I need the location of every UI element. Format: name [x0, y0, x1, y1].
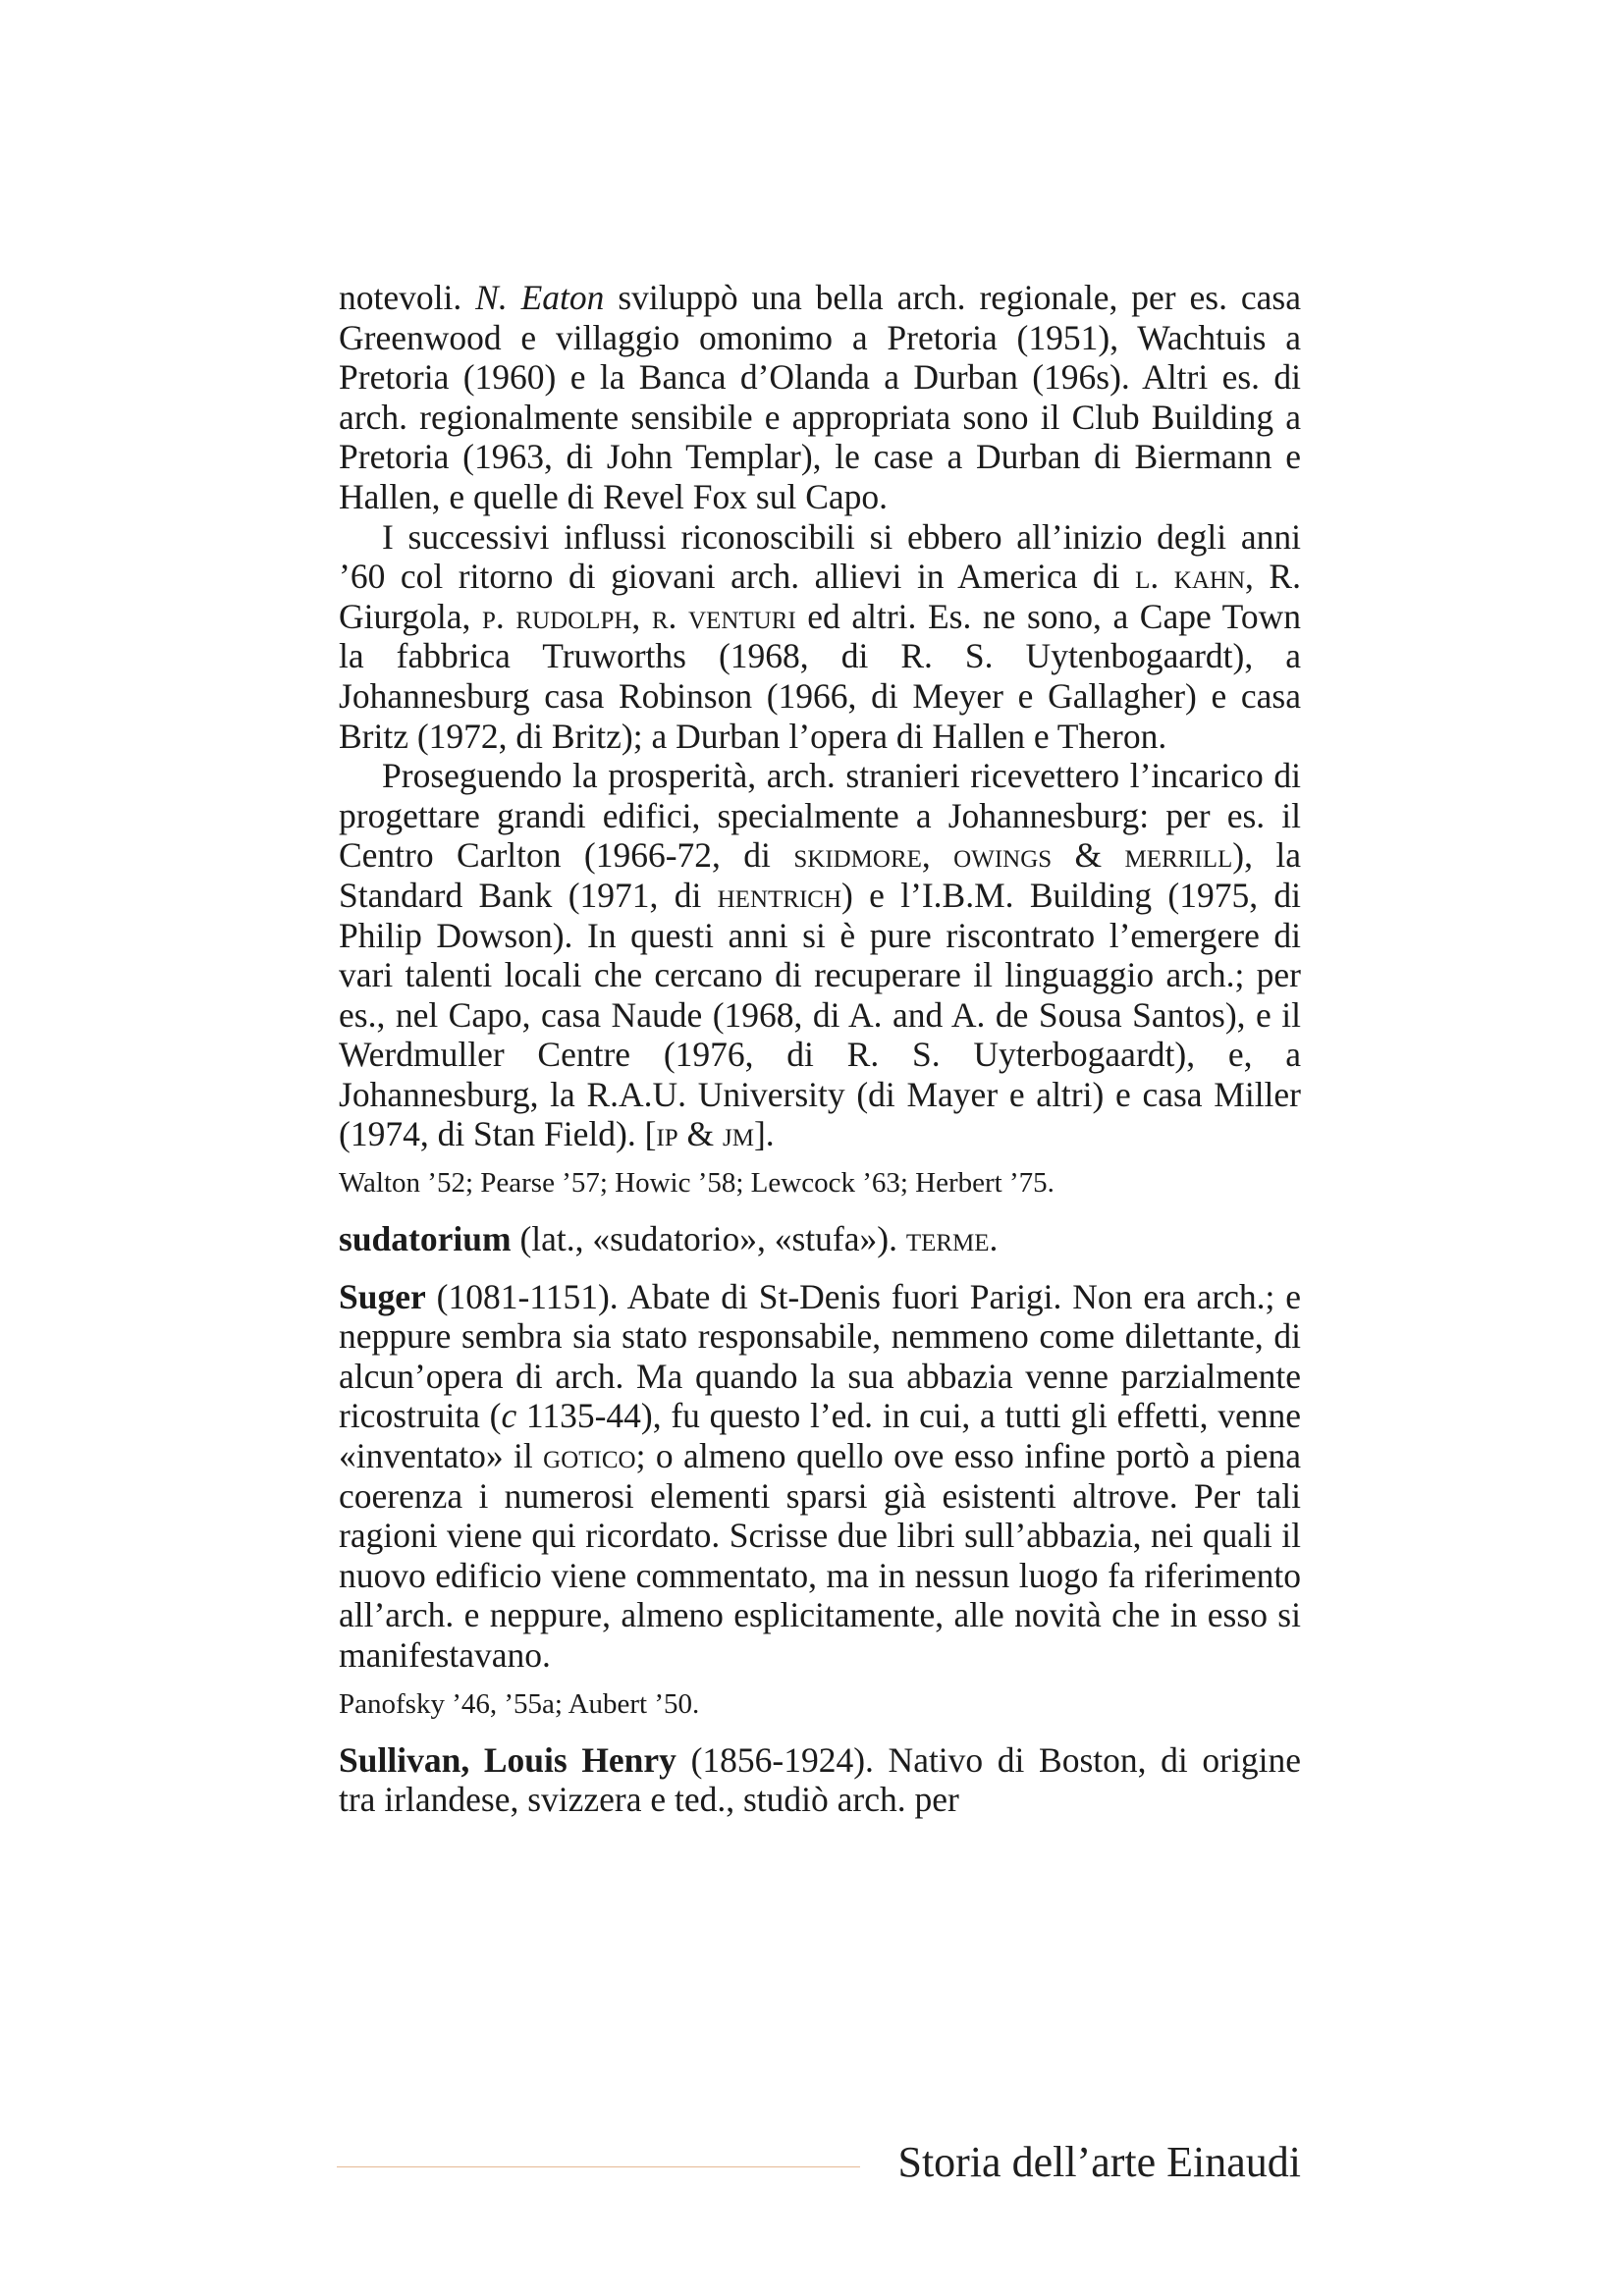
entry-headword: Suger: [339, 1276, 426, 1316]
text-run: sviluppò una bella arch. regionale, per es. casa Greenwood e villaggio omonimo a Pretoria (1951), Wachtuis a Pretoria (1960) e la Banca d’Olanda a Durban (196s). Altri es. di arch. regionalmente sensibile e appropriata sono il Club Building a Pretoria (1963, di John Templar), le case a Durban di Biermann e Hallen, e quelle di Revel Fox sul Capo.: [339, 278, 1301, 516]
text-run: ; o almeno quello ove esso infine portò a piena coerenza i numerosi elementi sparsi già esistenti altrove. Per tali ragioni viene qui ricordato. Scrisse due libri sull’abbazia, nei quali il nuovo edificio viene commentato, ma in nessun luogo fa riferimento all’arch. e neppure, almeno esplicitamente, alle novità che in esso si manifestavano.: [339, 1436, 1301, 1675]
footer-divider: [337, 2166, 860, 2167]
text-run: Proseguendo la prosperità, arch. stranieri ricevettero l’incarico di progettare grandi edifici, specialmente a Johannesburg: per es. il Centro Carlton (1966-72, di: [339, 756, 1301, 876]
entry-suger: [339, 1277, 1301, 1676]
text-run: (1856-1924). Nativo di Boston, di origine tra irlandese, svizzera e ted., studiò arch. per: [339, 1739, 1301, 1820]
text-run: (lat., «sudatorio», «stufa»).: [511, 1219, 906, 1259]
publication-title: Storia dell’arte Einaudi: [897, 2138, 1301, 2186]
text-run: I successivi influssi riconoscibili si ebbero all’inizio degli anni ’60 col ritorno di giovani arch. allievi in America di: [339, 516, 1301, 597]
paragraph-south-africa-1: [339, 278, 1301, 517]
entry-sullivan: [339, 1740, 1301, 1820]
cross-reference: p. rudolph: [482, 596, 632, 636]
cross-reference: hentrich: [717, 875, 842, 915]
cross-reference: r. venturi: [651, 596, 796, 636]
page-footer: [337, 2135, 1301, 2194]
circa-abbreviation: c: [501, 1396, 517, 1436]
cross-reference: skidmore, owings & merrill: [793, 835, 1233, 876]
entry-headword: sudatorium: [339, 1219, 512, 1259]
document-body: [339, 278, 1301, 1820]
text-run: , R. Giurgola,: [339, 557, 1301, 636]
cross-reference: l. kahn: [1135, 557, 1245, 597]
entry-sudatorium: [339, 1219, 1301, 1259]
person-name: N. Eaton: [475, 278, 605, 317]
author-initials: ip & jm: [656, 1114, 754, 1154]
entry-headword: Sullivan, Louis Henry: [339, 1739, 676, 1780]
text-run: 1135-44), fu questo l’ed. in cui, a tutti gli effetti, venne «inventato» il: [339, 1396, 1301, 1476]
bibliography-suger: Panofsky ’46, ’55a; Aubert ’50.: [339, 1687, 700, 1720]
text-run: (1081-1151). Abate di St-Denis fuori Parigi. Non era arch.; e neppure sembra sia stato responsabile, nemmeno come dilettante, di alcun’opera di arch. Ma quando la sua abbazia venne parzialmente ricostruita (: [339, 1276, 1301, 1436]
paragraph-south-africa-2: [339, 517, 1301, 757]
text-run: ) e l’I.B.M. Building (1975, di Philip Dowson). In questi anni si è pure riscontrato l’emergere di vari talenti locali che cercano di recuperare il linguaggio arch.; per es., nel Capo, casa Naude (1968, di A. and A. de Sousa Santos), e il Werdmuller Centre (1976, di R. S. Uyterbogaardt), e, a Johannesburg, la R.A.U. University (di Mayer e altri) e casa Miller (1974, di Stan Field). [: [339, 875, 1302, 1154]
text-run: ,: [631, 596, 652, 636]
cross-reference: gotico: [543, 1436, 636, 1476]
text-run: .: [989, 1219, 999, 1259]
bibliography-south-africa: Walton ’52; Pearse ’57; Howic ’58; Lewcock ’63; Herbert ’75.: [339, 1167, 1055, 1200]
text-run: ].: [753, 1114, 775, 1154]
text-run: ), la Standard Bank (1971, di: [339, 835, 1301, 915]
cross-reference: terme: [905, 1219, 990, 1259]
paragraph-south-africa-3: [339, 756, 1301, 1154]
text-run: notevoli.: [339, 278, 476, 317]
text-run: ed altri. Es. ne sono, a Cape Town la fabbrica Truworths (1968, di R. S. Uytenbogaardt), a Johannesburg casa Robinson (1966, di Meyer e Gallagher) e casa Britz (1972, di Britz); a Durban l’opera di Hallen e Theron.: [339, 596, 1301, 756]
